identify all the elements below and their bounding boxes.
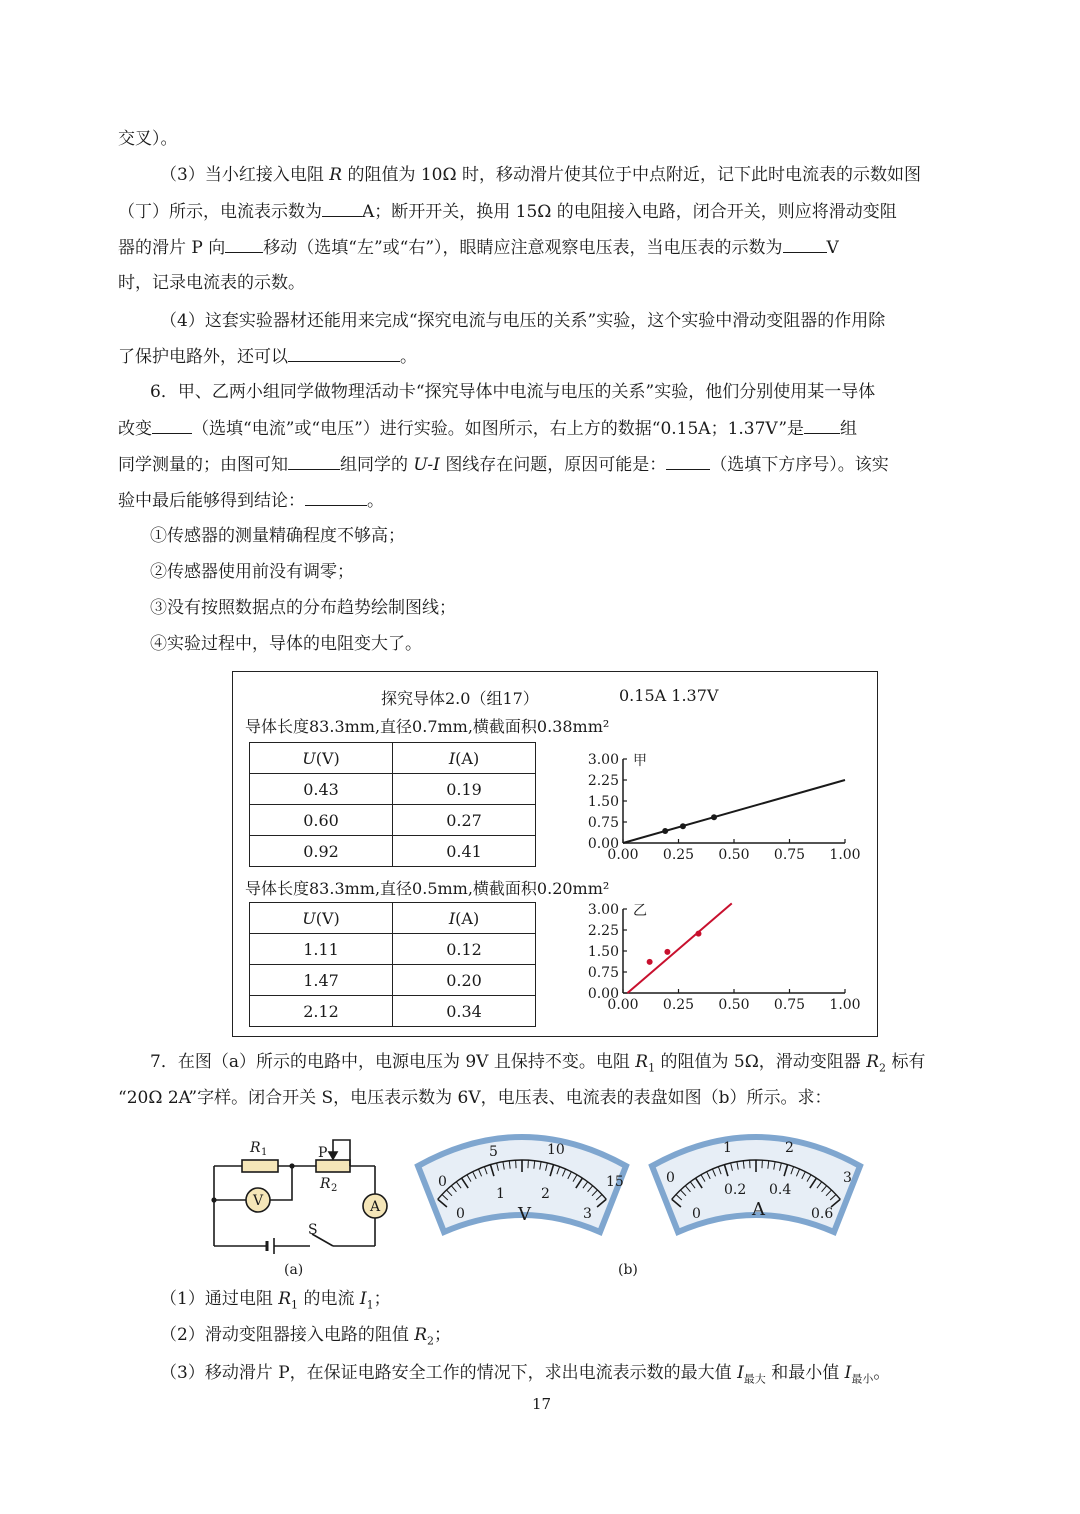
q6-option-4: ④实验过程中，导体的电阻变大了。: [150, 634, 422, 654]
table-row: [250, 774, 536, 805]
junction-dot: [289, 1163, 294, 1168]
col-i-var: I: [448, 748, 456, 768]
slider-arrow: [329, 1152, 337, 1159]
label-p: P: [318, 1145, 328, 1161]
q7-sub: 1: [366, 1298, 374, 1312]
q6-text: 。: [367, 491, 384, 511]
col-i-var: I: [448, 908, 456, 928]
cell-u: 0.60: [250, 805, 393, 836]
answer-blank[interactable]: [225, 236, 263, 253]
label-r2-sub: 2: [331, 1183, 338, 1194]
col-u-unit: (V): [315, 748, 340, 768]
q5-text: 器的滑片 P 向: [118, 238, 226, 258]
experiment-figure: [232, 671, 878, 1037]
q7-text: （3）移动滑片 P，在保证电路安全工作的情况下，求出电流表示数的最大值: [160, 1363, 732, 1383]
y-tick-label: 1.50: [587, 794, 619, 810]
cell-i: 0.27: [393, 805, 536, 836]
col-i-unit: (A): [455, 908, 480, 928]
am-inner-0.6: 0.6: [811, 1206, 834, 1222]
y-tick-label: 0.00: [587, 986, 619, 1002]
label-v: V: [253, 1193, 264, 1209]
am-inner-0: 0: [692, 1206, 701, 1222]
col-u-var: U: [302, 908, 316, 928]
q7-var: R: [414, 1325, 428, 1345]
vm-inner-2: 2: [541, 1186, 550, 1202]
x-tick-label: 0.00: [607, 997, 639, 1013]
cell-i: 0.12: [393, 934, 536, 965]
fit-line: [623, 780, 845, 843]
answer-blank[interactable]: [666, 453, 710, 470]
am-outer-1: 1: [723, 1140, 732, 1156]
vm-inner-3: 3: [583, 1206, 592, 1222]
data-point: [647, 959, 653, 965]
q5-var-r: R: [329, 165, 343, 185]
cell-u: 1.11: [250, 934, 393, 965]
vm-outer-5: 5: [489, 1144, 498, 1160]
q6-line-2: [118, 417, 857, 440]
q7-sub: 最小: [851, 1372, 874, 1386]
x-tick-label: 0.25: [662, 847, 695, 863]
y-tick-label: 0.00: [587, 836, 619, 852]
ui-chart-jia: [578, 746, 868, 866]
q5-text: （丁）所示，电流表示数为: [118, 202, 322, 222]
rheostat-r2: [316, 1160, 350, 1172]
q5-part3-line4: 时，记录电流表的示数。: [118, 273, 305, 293]
q7-sub: 2: [427, 1334, 435, 1348]
y-tick-label: 1.50: [587, 944, 619, 960]
q5-part4-line1: （4）这套实验器材还能用来完成“探究电流与电压的关系”实验，这个实验中滑动变阻器的作用除: [160, 311, 886, 331]
am-outer-2: 2: [785, 1140, 794, 1156]
q7-text: ；: [373, 1289, 391, 1309]
q7-text: 和最小值: [771, 1363, 840, 1383]
col-i-unit: (A): [455, 748, 480, 768]
label-r1-sub: 1: [261, 1147, 268, 1158]
q6-text: （选填“电流”或“电压”）进行实验。如图所示，右上方的数据“0.15A；1.37V”是: [192, 419, 805, 439]
q7-text: 标有: [891, 1052, 926, 1072]
q5-text: 。: [400, 347, 417, 367]
q7-line-1: [150, 1051, 925, 1079]
data-table-2: [249, 902, 536, 1027]
meters-figure: [410, 1120, 880, 1280]
figure-title: 探究导体2.0（组17）: [381, 689, 539, 708]
ui-chart-yi: [578, 896, 868, 1016]
cell-i: 0.19: [393, 774, 536, 805]
cell-u: 2.12: [250, 996, 393, 1027]
label-r1: R: [250, 1140, 261, 1156]
caption-b: (b): [618, 1262, 638, 1278]
q6-line-4: [118, 489, 384, 512]
q5-line-0: 交叉）。: [118, 129, 178, 149]
x-tick-label: 1.00: [829, 997, 861, 1013]
q7-sub: 最大: [743, 1372, 766, 1386]
q6-text: 验中最后能够得到结论：: [118, 491, 305, 511]
vm-inner-0: 0: [456, 1206, 465, 1222]
figure-reading: 0.15A 1.37V: [619, 686, 719, 705]
q7-sub: 1: [291, 1298, 299, 1312]
y-tick-label: 2.25: [587, 923, 619, 939]
x-tick-label: 0.75: [773, 997, 806, 1013]
y-tick-label: 3.00: [587, 902, 619, 918]
conductor-2-spec: 导体长度83.3mm,直径0.5mm,横截面积0.20mm²: [245, 879, 610, 898]
q5-part4-line2: [118, 345, 417, 368]
col-i-header: [393, 743, 536, 774]
q7-text: 。: [873, 1363, 891, 1383]
vm-outer-0: 0: [438, 1174, 447, 1190]
x-tick-label: 1.00: [829, 847, 861, 863]
answer-blank[interactable]: [152, 417, 192, 434]
vm-outer-10: 10: [547, 1142, 565, 1158]
chart-title: 乙: [633, 903, 647, 919]
q6-line-3: [118, 453, 889, 476]
q7-var: R: [866, 1052, 880, 1072]
q6-option-3: ③没有按照数据点的分布趋势绘制图线；: [150, 598, 456, 618]
x-tick-label: 0.00: [607, 847, 639, 863]
cell-u: 0.92: [250, 836, 393, 867]
q7-sub-3: [160, 1362, 890, 1390]
data-point: [695, 931, 701, 937]
cell-i: 0.20: [393, 965, 536, 996]
y-tick-label: 0.75: [587, 815, 619, 831]
answer-blank[interactable]: [322, 200, 362, 217]
data-point: [664, 949, 670, 955]
am-inner-0.4: 0.4: [769, 1182, 792, 1198]
table-row: [250, 836, 536, 867]
q6-text: （选填下方序号）。该实: [710, 455, 889, 475]
circuit-diagram: [200, 1130, 400, 1280]
q7-text: ；: [434, 1325, 452, 1345]
q7-var: I: [359, 1289, 367, 1309]
cell-i: 0.41: [393, 836, 536, 867]
x-tick-label: 0.50: [718, 997, 750, 1013]
resistor-r1: [242, 1160, 278, 1172]
q5-text: A；断开开关，换用 15Ω 的电阻接入电路，闭合开关，则应将滑动变阻: [362, 202, 897, 222]
q5-part3-line1: [160, 164, 921, 186]
cell-u: 0.43: [250, 774, 393, 805]
vm-inner-1: 1: [496, 1186, 505, 1202]
answer-blank[interactable]: [288, 453, 340, 470]
col-i-header: [393, 903, 536, 934]
answer-blank[interactable]: [804, 417, 840, 434]
q6-option-1: ①传感器的测量精确程度不够高；: [150, 526, 405, 546]
table-row: [250, 805, 536, 836]
data-point: [711, 814, 717, 820]
q7-text: 的电流: [303, 1289, 355, 1309]
q7-text: 7．在图（a）所示的电路中，电源电压为 9V 且保持不变。电阻: [150, 1052, 630, 1072]
q7-text: （1）通过电阻: [160, 1289, 273, 1309]
col-u-header: [250, 903, 393, 934]
q7-var: I: [844, 1363, 852, 1383]
table-row: [250, 934, 536, 965]
y-tick-label: 0.75: [587, 965, 619, 981]
am-unit: A: [752, 1199, 765, 1220]
vm-unit: V: [518, 1204, 531, 1225]
answer-blank[interactable]: [783, 236, 827, 253]
page-number: 17: [532, 1395, 552, 1413]
cell-i: 0.34: [393, 996, 536, 1027]
table-header: [250, 903, 536, 934]
label-a: A: [370, 1199, 381, 1215]
q7-text: （2）滑动变阻器接入电路的阻值: [160, 1325, 409, 1345]
col-u-unit: (V): [315, 908, 340, 928]
table-row: [250, 965, 536, 996]
q7-var: I: [737, 1363, 744, 1383]
label-r2: R: [320, 1176, 331, 1192]
q7-var: R: [278, 1289, 292, 1309]
am-outer-3: 3: [843, 1170, 852, 1186]
q7-sub: 1: [648, 1061, 656, 1075]
col-u-header: [250, 743, 393, 774]
am-inner-0.2: 0.2: [724, 1182, 747, 1198]
answer-blank[interactable]: [305, 489, 367, 506]
table-row: [250, 996, 536, 1027]
x-tick-label: 0.75: [773, 847, 806, 863]
q7-line-2: “20Ω 2A”字样。闭合开关 S，电压表示数为 6V，电压表、电流表的表盘如图（b）所示。求：: [118, 1088, 832, 1108]
col-u-var: U: [302, 748, 316, 768]
vm-outer-15: 15: [606, 1174, 624, 1190]
y-tick-label: 3.00: [587, 752, 619, 768]
q6-text: 同学测量的；由图可知: [118, 455, 288, 475]
caption-a: (a): [284, 1262, 304, 1278]
q6-option-2: ②传感器使用前没有调零；: [150, 562, 354, 582]
q5-text: 了保护电路外，还可以: [118, 347, 288, 367]
q6-text: 改变: [118, 419, 152, 439]
q7-var: R: [635, 1052, 649, 1072]
q7-sub-1: [160, 1288, 391, 1316]
cell-u: 1.47: [250, 965, 393, 996]
chart-title: 甲: [633, 753, 647, 769]
conductor-1-spec: 导体长度83.3mm,直径0.7mm,横截面积0.38mm²: [245, 717, 610, 736]
q6-line-1: 6．甲、乙两小组同学做物理活动卡“探究导体中电流与电压的关系”实验，他们分别使用某一导体: [150, 382, 876, 402]
answer-blank[interactable]: [288, 345, 400, 362]
q7-sub-2: [160, 1324, 451, 1352]
data-table-1: [249, 742, 536, 867]
label-s: S: [308, 1222, 318, 1238]
data-point: [680, 823, 686, 829]
table-header: [250, 743, 536, 774]
q5-text: 移动（选填“左”或“右”），眼睛应注意观察电压表，当电压表的示数为: [263, 238, 783, 258]
q5-text: 的阻值为 10Ω 时，移动滑片使其位于中点附近，记下此时电流表的示数如图: [347, 165, 921, 185]
q7-text: 的阻值为 5Ω，滑动变阻器: [660, 1052, 861, 1072]
x-tick-label: 0.25: [662, 997, 695, 1013]
q6-text: 图线存在问题，原因可能是：: [445, 455, 667, 475]
q7-sub: 2: [879, 1061, 887, 1075]
q5-part3-line2: [118, 200, 897, 223]
am-outer-0: 0: [666, 1170, 675, 1186]
junction-dot: [211, 1197, 216, 1202]
q5-text: V: [826, 238, 839, 258]
y-tick-label: 2.25: [587, 773, 619, 789]
q6-text: 组同学的: [340, 455, 408, 475]
q6-var-ui: U-I: [413, 455, 440, 475]
q5-text: （3）当小红接入电阻: [160, 165, 324, 185]
data-point: [662, 828, 668, 834]
q5-part3-line3: [118, 236, 839, 259]
q6-text: 组: [840, 419, 858, 439]
x-tick-label: 0.50: [718, 847, 750, 863]
